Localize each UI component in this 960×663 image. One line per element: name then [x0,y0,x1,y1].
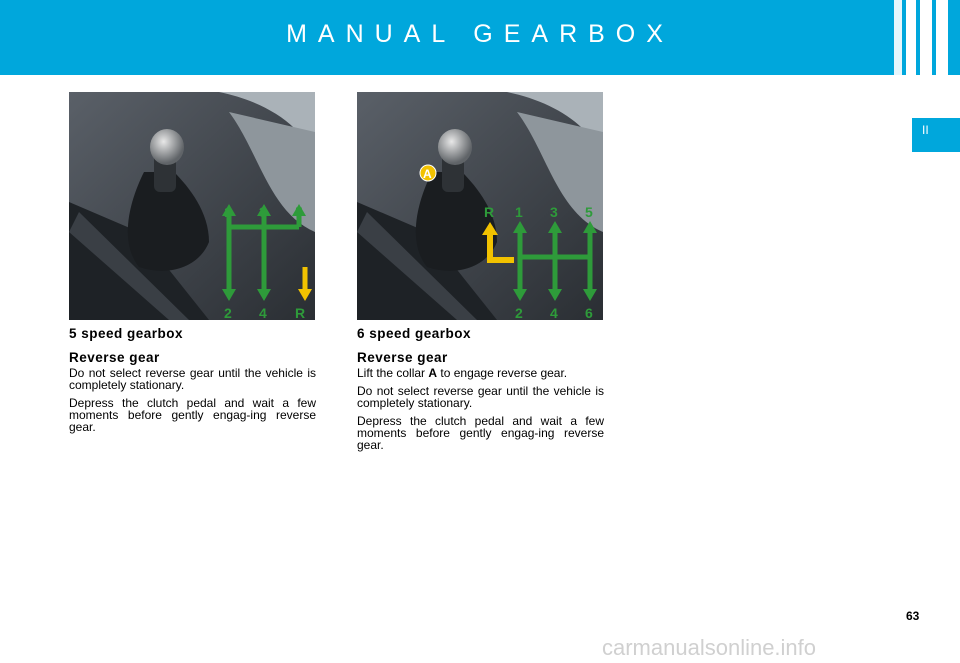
section-heading: 5 speed gearbox [69,326,184,341]
paragraph: Do not select reverse gear until the vehicle is completely stationary. [357,384,604,410]
section-heading: 6 speed gearbox [357,326,472,341]
paragraph: Do not select reverse gear until the vehicle is completely stationary. [69,366,316,392]
gear-label-5: 5 [295,204,303,220]
photo-5-speed-gearbox [69,92,315,320]
gear-label-1: 1 [224,204,232,220]
section-subheading: Reverse gear [357,350,448,365]
gear-label-1: 1 [515,204,523,220]
paragraph-collar: Lift the collar A to engage reverse gear. [357,366,568,380]
gear-label-2: 2 [224,305,232,320]
section-5-speed [69,326,316,439]
header-stripes [894,0,948,75]
page-title: MANUAL GEARBOX [286,20,674,48]
header-band [0,0,960,75]
section-subheading: Reverse gear [69,350,160,365]
gear-label-r: R [295,305,306,320]
page-number: 63 [906,609,920,623]
paragraph: Depress the clutch pedal and wait a few moments before gently engag-ing reverse gear. [69,396,316,434]
gear-label-r: R [484,204,495,220]
chapter-tab[interactable] [912,118,960,152]
watermark: carmanualsonline.info [602,635,817,660]
gear-label-4: 4 [259,305,267,320]
photo-6-speed-gearbox [357,92,603,320]
chapter-tab-label: II [922,123,929,137]
gear-label-3: 3 [259,204,267,220]
gear-label-4: 4 [550,305,558,320]
paragraph: Depress the clutch pedal and wait a few moments before gently engag-ing reverse gear. [357,414,604,452]
gear-label-5: 5 [585,204,593,220]
section-6-speed [357,326,604,457]
collar-label-a: A [423,167,432,181]
gear-label-6: 6 [585,305,593,320]
gear-label-2: 2 [515,305,523,320]
gear-label-3: 3 [550,204,558,220]
